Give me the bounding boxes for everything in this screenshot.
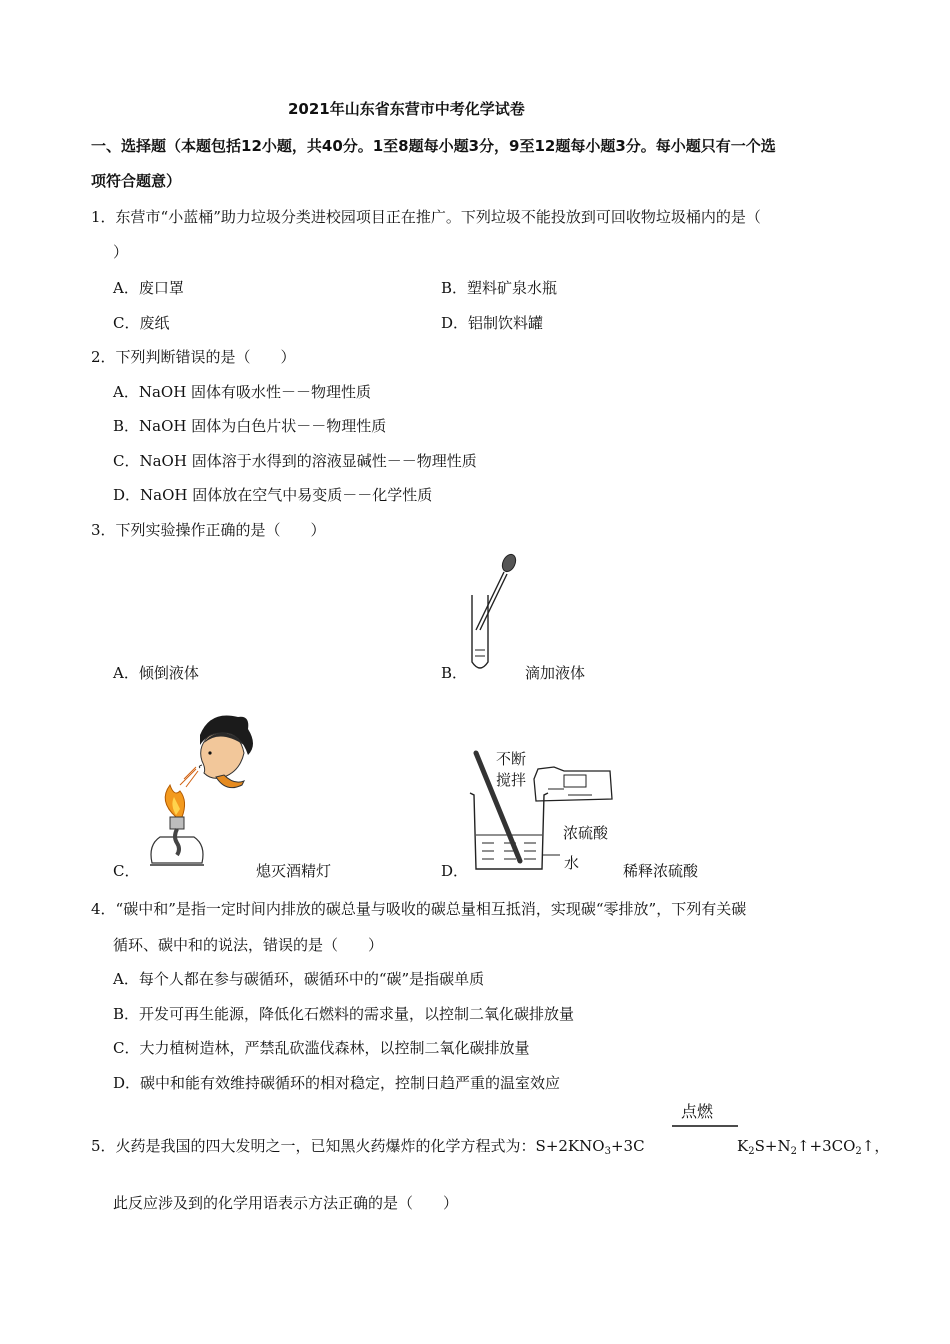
q1-option-a: A．废口罩 <box>113 279 184 297</box>
q5-stem-pre: 5．火药是我国的四大发明之一，已知黑火药爆炸的化学方程式为：S+2KNO <box>91 1137 605 1155</box>
q4-stem-line1: 4．“碳中和”是指一定时间内排放的碳总量与吸收的碳总量相互抵消，实现碳“零排放”，下列有关碳 <box>91 900 747 918</box>
q1-option-d: D．铝制饮料罐 <box>441 314 544 332</box>
q2-stem: 2．下列判断错误的是（ ） <box>91 348 296 366</box>
q4-option-a: A．每个人都在参与碳循环，碳循环中的“碳”是指碳单质 <box>113 970 485 988</box>
q2-option-d: D．NaOH 固体放在空气中易变质－－化学性质 <box>113 486 433 504</box>
product-sn: S+N <box>754 1137 791 1155</box>
q4-option-d: D．碳中和能有效维持碳循环的相对稳定，控制日趋严重的温室效应 <box>113 1074 561 1092</box>
reaction-arrow-line <box>672 1125 738 1129</box>
q3-option-b-letter: B． <box>441 664 468 682</box>
q3-option-a: A．倾倒液体 <box>113 664 199 682</box>
q3-option-c-text: 熄灭酒精灯 <box>256 862 332 880</box>
product-tail: ↑， <box>861 1137 890 1155</box>
q3-stem: 3．下列实验操作正确的是（ ） <box>91 521 326 539</box>
sub-3: 3 <box>604 1146 611 1157</box>
product-co: ↑+3CO <box>796 1137 856 1155</box>
fig-d-label-acid: 浓硫酸 <box>563 824 609 842</box>
q2-option-c: C．NaOH 固体溶于水得到的溶液显碱性－－物理性质 <box>113 452 477 470</box>
dilute-acid-figure <box>464 745 624 880</box>
dropper-test-tube-figure <box>462 550 522 680</box>
q4-option-c: C．大力植树造林，严禁乱砍滥伐森林，以控制二氧化碳排放量 <box>113 1039 530 1057</box>
q2-option-b: B．NaOH 固体为白色片状－－物理性质 <box>113 417 387 435</box>
q5-products <box>737 1136 889 1156</box>
q5-equation-line <box>91 1136 645 1156</box>
sub-co2: 2 <box>855 1146 862 1157</box>
fig-d-label-stir2: 搅拌 <box>496 771 527 789</box>
q1-stem-line2: ） <box>113 243 129 261</box>
section-heading-line2: 项符合题意） <box>91 172 182 190</box>
page-title: 2021年山东省东营市中考化学试卷 <box>288 100 525 118</box>
q5-plus3c: +3C <box>610 1137 645 1155</box>
q5-stem-line2: 此反应涉及到的化学用语表示方法正确的是（ ） <box>113 1194 459 1212</box>
section-heading-line1: 一、选择题（本题包括12小题，共40分。1至8题每小题3分，9至12题每小题3分。每小题只有一个选 <box>91 137 776 155</box>
q4-option-b: B．开发可再生能源，降低化石燃料的需求量，以控制二氧化碳排放量 <box>113 1005 575 1023</box>
q4-stem-line2: 循环、碳中和的说法，错误的是（ ） <box>113 936 384 954</box>
q3-option-d-text: 稀释浓硫酸 <box>623 862 699 880</box>
sub-k2: 2 <box>748 1146 755 1157</box>
q1-option-b: B．塑料矿泉水瓶 <box>441 279 558 297</box>
alcohol-lamp-blowing-figure <box>140 705 270 875</box>
sub-n2: 2 <box>790 1146 797 1157</box>
reaction-condition: 点燃 <box>681 1102 714 1121</box>
q3-option-d-letter: D． <box>441 862 469 880</box>
fig-d-label-stir1: 不断 <box>496 750 527 768</box>
fig-d-label-water: 水 <box>564 854 580 872</box>
q3-option-c-letter: C． <box>113 862 140 880</box>
product-k: K <box>737 1137 749 1155</box>
q1-option-c: C．废纸 <box>113 314 170 332</box>
q3-option-b-text: 滴加液体 <box>525 664 586 682</box>
q1-stem-line1: 1．东营市“小蓝桶”助力垃圾分类进校园项目正在推广。下列垃圾不能投放到可回收物垃圾桶内的是（ <box>91 208 761 226</box>
q2-option-a: A．NaOH 固体有吸水性－－物理性质 <box>113 383 372 401</box>
